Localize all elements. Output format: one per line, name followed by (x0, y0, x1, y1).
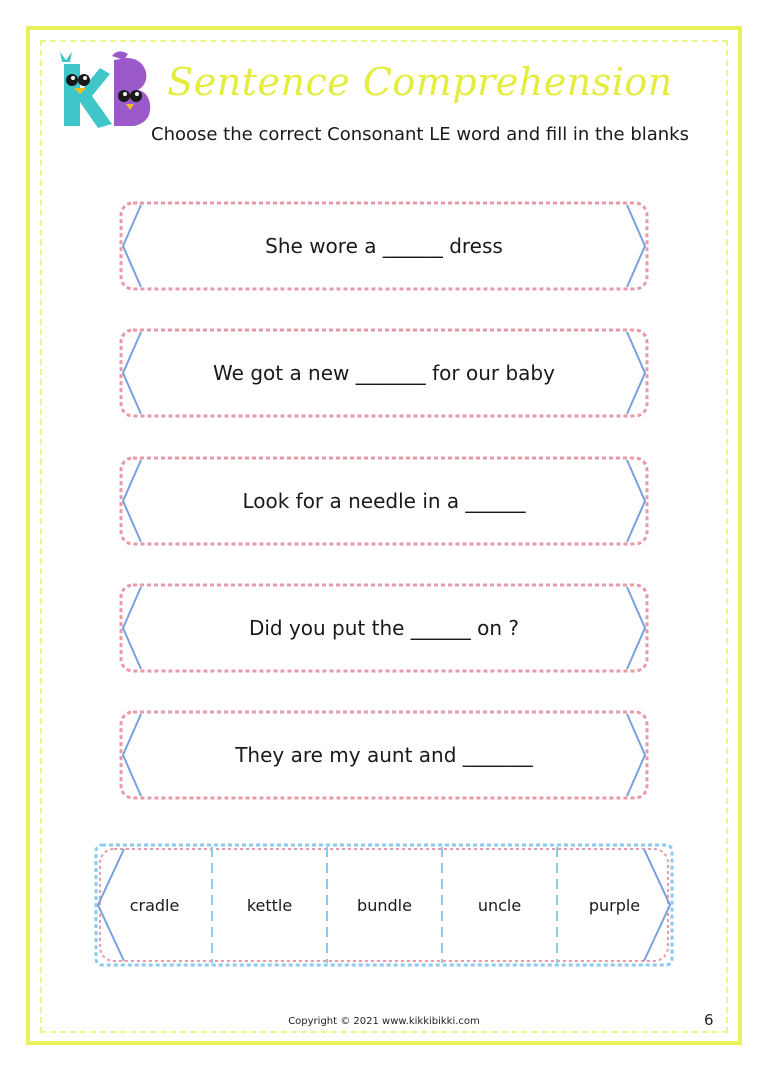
question-box (119, 328, 649, 418)
question-box (119, 710, 649, 800)
question-text: Look for a needle in a ______ (242, 489, 526, 513)
word-bank-item: uncle (477, 895, 522, 915)
word-bank-item: cradle (129, 895, 180, 915)
kb-logo-icon (52, 46, 156, 132)
question-box (119, 201, 649, 291)
question-box (119, 456, 649, 546)
page-title: Sentence Comprehension (167, 60, 673, 104)
question-box (119, 583, 649, 673)
word-bank-item: kettle (246, 895, 293, 915)
question-text: She wore a ______ dress (265, 234, 503, 258)
page-number: 6 (704, 1011, 714, 1029)
copyright-footer: Copyright © 2021 www.kikkibikki.com (288, 1016, 480, 1027)
question-text: Did you put the ______ on ? (248, 616, 520, 640)
question-text: They are my aunt and _______ (235, 743, 533, 767)
word-bank-item: purple (588, 895, 641, 915)
question-text: We got a new _______ for our baby (213, 361, 555, 385)
word-bank-item: bundle (357, 895, 412, 915)
word-bank (94, 843, 674, 967)
instructions: Choose the correct Consonant LE word and fill in the blanks (151, 124, 689, 145)
